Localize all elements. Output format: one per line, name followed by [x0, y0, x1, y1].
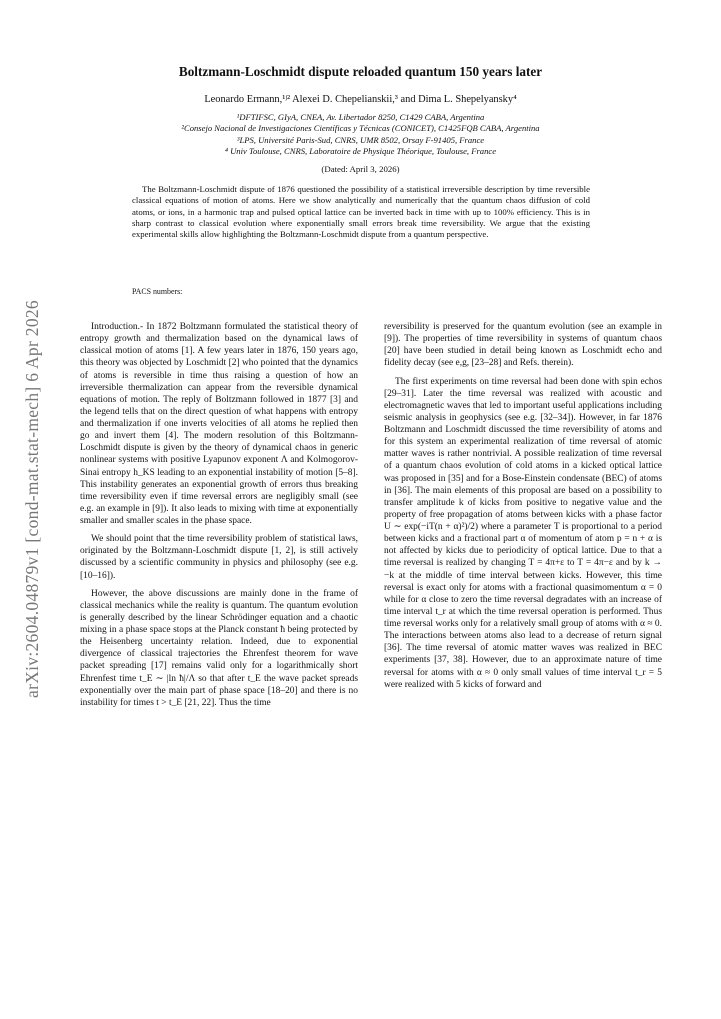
paragraph-reversibility-preserved: reversibility is preserved for the quantum evolution (see an example in [9]). The properties of time reversibility in systems of quantum chaos [20] have been studied in detail being known as Loschmidt echo and fidelity decay (see e,g, [23–28] and Refs. therein). [384, 322, 662, 369]
date-line: (Dated: April 3, 2026) [321, 164, 400, 174]
affiliation-1: ¹DFTIFSC, GIyA, CNEA, Av. Libertador 8250, C1429 CABA, Argentina [236, 112, 485, 122]
pacs-numbers: PACS numbers: [132, 287, 183, 296]
paragraph-quantum-evolution: However, the above discussions are mainly done in the frame of classical mechanics while the reality is quantum. The quantum evolution is generally described by the linear Schrödinger equation and a chaotic mixing in a phase space stops at the Planck constant ħ being protected by the Heisenberg uncertainty relation. Indeed, due to exponential divergence of classical trajectories the Ehrenfest theorem for wave packet spreading [17] remains valid only for a logarithmically short Ehrenfest time t_E ∼ |ln ħ|/Λ so that after t_E the wave packet spreads exponentially over the main part of phase space [18–20] and there is no instability for times t > t_E [21, 22]. Thus the time [80, 588, 358, 708]
affiliations [0, 112, 721, 158]
affiliation-3: ³LPS, Université Paris-Sud, CNRS, UMR 8502, Orsay F-91405, France [236, 134, 485, 145]
affiliation-2: ²Consejo Nacional de Investigaciones Científicas y Técnicas (CONICET), C1425FQB CABA, Argentina [181, 123, 540, 134]
paragraph-introduction: Introduction.- In 1872 Boltzmann formulated the statistical theory of entropy growth and thermalization based on the dynamical laws of classical motion of atoms [1]. A few years later in 1876, 150 years ago, this theory was objected by Loschmidt [2] who pointed that the dynamics of atoms is reversible in time thus raising a question of how an irreversible thermalization can appear from the reversible dynamical equations of motion. The reply of Boltzmann followed in 1877 [3] and the legend tells that on the direct question of what happens with entropy and thermalization if one inverts velocities of all atoms he replied then go and invert them [4]. The modern resolution of this Boltzmann-Loschmidt dispute is given by the theory of dynamical chaos in generic nonlinear systems with positive Lyapunov exponent Λ and Kolmogorov-Sinai entropy h_KS leading to an exponential instability of motion [5–8]. This instability generates an exponential growth of errors thus breaking time reversibility even if time reversal errors are negligibly small (see e.g. an example in [9]). It also leads to mixing with time at exponentially smaller and smaller scales in the phase space. [80, 322, 358, 526]
author-list: Leonardo Ermann,¹ʲ² Alexei D. Chepelianskii,³ and Dima L. Shepelyansky⁴ [204, 94, 517, 105]
left-column [80, 321, 358, 715]
abstract: The Boltzmann-Loschmidt dispute of 1876 questioned the possibility of a statistical irreversible description by time reversible classical equations of motion of atoms. Here we show analytically and numerically that the quantum chaos diffusion of cold atoms, or ions, in a harmonic trap and pulsed optical lattice can be inverted back in time with up to 100% efficiency. This is in sharp contrast to classical evolution where exponentially small errors break time reversibility. We argue that the existing experimental skills allow highlighting the Boltzmann-Loschmidt dispute from a quantum perspective. [132, 184, 590, 240]
paragraph-reversibility-problem: We should point that the time reversibility problem of statistical laws, originated by the Boltzmann-Loschmidt dispute [1, 2], is still actively discussed by a scientific community in physics and philosophy (see e.g. [10–16]). [80, 534, 358, 581]
arxiv-identifier-stamp[interactable]: arXiv:2604.04879v1 [cond-mat.stat-mech] 6 Apr 2026 [22, 300, 42, 698]
paragraph-first-experiments: The first experiments on time reversal had been done with spin echos [29–31]. Later the time reversal was realized with acoustic and electromagnetic waves that led to important useful applications including seismic analysis in geophysics (see e.g. [32–34]). However, in far 1876 Boltzmann and Loschmidt discussed the time reversibility of atoms and for this system an experimental realization of time reversal of atomic matter waves is rather nontrivial. A possible realization of time reversal of a quantum chaos evolution of cold atoms in a kicked optical lattice was proposed in [35] and for a Bose-Einstein condensate (BEC) of atoms in [36]. The main elements of this proposal are based on a possibility to transfer amplitude k of kicks from positive to negative value and the property of free propagation of atoms between kicks with a phase factor U ∼ exp(−iT(n + α)²)/2) where a parameter T is proportional to a period between kicks and a fractional part α of momentum of atom p = n + α is not affected by kicks due to periodicity of optical lattice. Due to that a time reversal is realized by changing T = 4π+ε to T = 4π−ε and by k → −k at the middle of time interval between kicks. However, this time reversal is exact only for atoms with a fractional quasimomentum α = 0 while for α close to zero the time reversal degradates with an increase of time interval t_r at which the time reversal operation is performed. Thus time reversal works only for a relatively small group of atoms with α ≈ 0. The interactions between atoms also lead to a decrease of return signal [36]. The time reversal of atomic matter waves was realized in BEC experiments [37, 38]. However, due to an approximate nature of time reversal for atoms with α ≈ 0 only small values of time interval t_r = 5 were realized with 5 kicks of forward and [384, 376, 662, 690]
right-column [384, 321, 662, 697]
paper-title: Boltzmann-Loschmidt dispute reloaded quantum 150 years later [178, 64, 543, 79]
affiliation-4: ⁴ Univ Toulouse, CNRS, Laboratoire de Physique Théorique, Toulouse, France [224, 146, 497, 157]
